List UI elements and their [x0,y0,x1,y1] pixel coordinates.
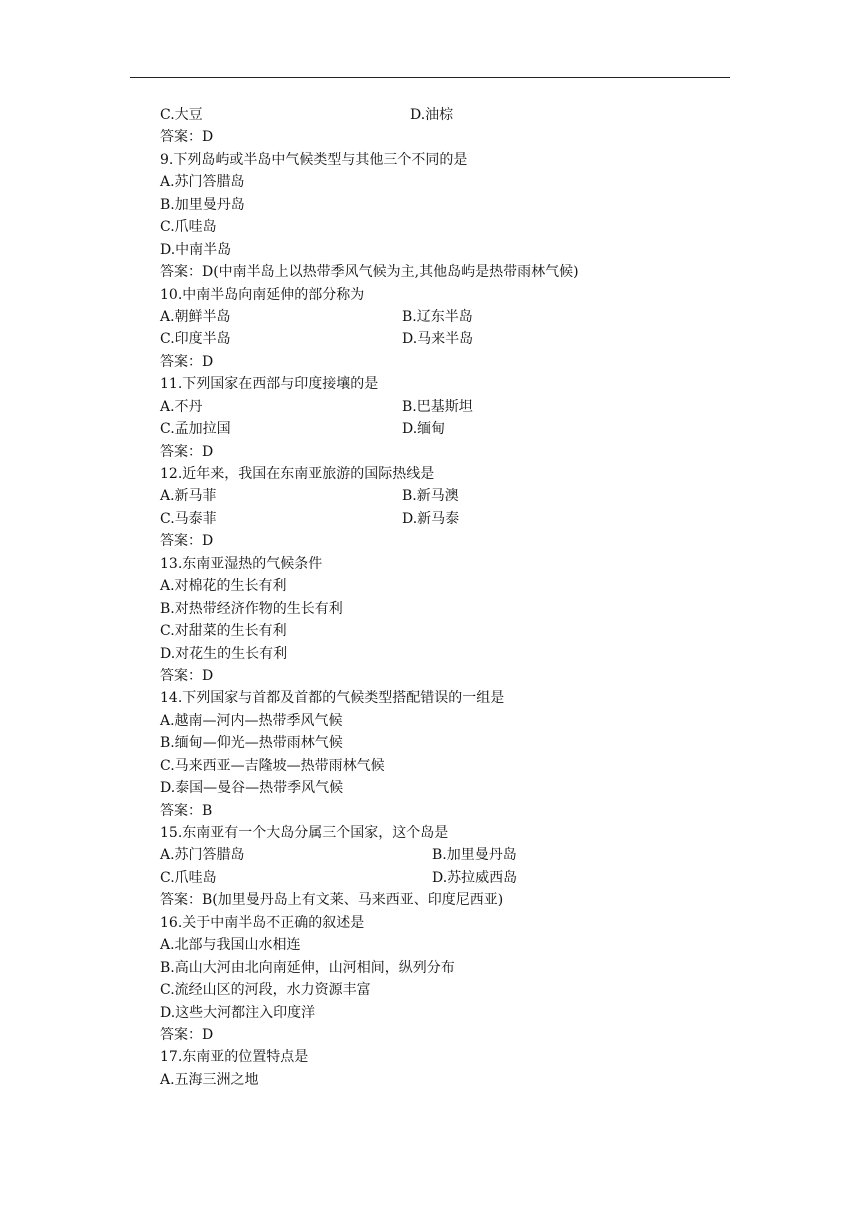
line-text: 答案：D(中南半岛上以热带季风气候为主,其他岛屿是热带雨林气候) [160,264,579,281]
line-text: A.苏门答腊岛 [160,847,245,864]
line-option-right: D.苏拉威西岛 [432,869,518,886]
line-text: A.越南—河内—热带季风气候 [160,712,343,729]
text-line [160,239,760,261]
line-text: 答案：D [160,667,214,684]
line-text: C.对甜菜的生长有利 [160,623,287,640]
line-option-right: B.新马澳 [402,488,459,505]
text-line [160,441,760,463]
text-line [160,867,760,889]
document-body [160,104,760,1091]
text-line [160,598,760,620]
line-option-right: B.巴基斯坦 [402,398,473,415]
line-text: C.孟加拉国 [160,421,231,438]
line-option-right: B.辽东半岛 [402,308,473,325]
text-line [160,261,760,283]
text-line [160,1069,760,1091]
text-line [160,957,760,979]
text-line [160,979,760,1001]
line-text: 答案：D [160,129,214,146]
text-line [160,889,760,911]
text-line [160,822,760,844]
text-line [160,351,760,373]
line-text: D.中南半岛 [160,241,232,258]
line-text: A.对棉花的生长有利 [160,578,287,595]
text-line [160,710,760,732]
line-text: C.印度半岛 [160,331,231,348]
line-option-right: B.加里曼丹岛 [432,847,517,864]
text-line [160,1024,760,1046]
line-text: A.新马菲 [160,488,217,505]
text-line [160,643,760,665]
line-text: D.这些大河都注入印度洋 [160,1004,316,1021]
text-line [160,844,760,866]
text-line [160,1002,760,1024]
line-text: 答案：D [160,443,214,460]
line-text: 17.东南亚的位置特点是 [160,1049,309,1066]
line-text: 16.关于中南半岛不正确的叙述是 [160,914,365,931]
text-line [160,126,760,148]
line-text: C.大豆 [160,107,203,123]
text-line [160,777,760,799]
line-text: B.缅甸—仰光—热带雨林气候 [160,735,343,752]
line-text: 15.东南亚有一个大岛分属三个国家，这个岛是 [160,825,449,841]
line-text: A.不丹 [160,398,203,415]
text-line [160,463,760,485]
line-text: B.对热带经济作物的生长有利 [160,600,343,617]
text-line [160,306,760,328]
text-line [160,373,760,395]
text-line [160,194,760,216]
text-line [160,328,760,350]
text-line [160,800,760,822]
text-line [160,732,760,754]
line-text: C.爪哇岛 [160,869,217,886]
line-text: 11.下列国家在西部与印度接壤的是 [160,376,379,393]
line-text: 14.下列国家与首都及首都的气候类型搭配错误的一组是 [160,690,505,707]
line-text: 10.中南半岛向南延伸的部分称为 [160,286,365,303]
line-option-right: D.马来半岛 [402,331,474,348]
text-line [160,485,760,507]
line-text: C.爪哇岛 [160,219,217,236]
line-text: A.苏门答腊岛 [160,174,245,191]
line-text: A.朝鲜半岛 [160,308,231,325]
text-line [160,104,760,126]
line-option-right: D.新马泰 [402,510,460,527]
text-line [160,575,760,597]
line-text: C.马来西亚—吉隆坡—热带雨林气候 [160,757,385,774]
text-line [160,508,760,530]
line-text: 答案：B(加里曼丹岛上有文莱、马来西亚、印度尼西亚) [160,892,504,909]
line-text: 答案：D [160,533,214,550]
text-line [160,912,760,934]
line-text: 答案：B [160,802,213,819]
text-line [160,396,760,418]
line-text: B.加里曼丹岛 [160,196,245,213]
text-line [160,418,760,440]
line-text: C.流经山区的河段，水力资源丰富 [160,982,371,999]
line-text: 12.近年来，我国在东南亚旅游的国际热线是 [160,466,435,482]
line-option-right: D.缅甸 [402,421,446,438]
text-line [160,216,760,238]
line-text: C.马泰菲 [160,510,217,527]
line-text: D.泰国—曼谷—热带季风气候 [160,780,344,797]
text-line [160,284,760,306]
header-rule [130,77,730,78]
text-line [160,687,760,709]
text-line [160,553,760,575]
text-line [160,665,760,687]
line-option-right: D.油棕 [410,107,454,123]
line-text: D.对花生的生长有利 [160,645,288,662]
text-line [160,1046,760,1068]
line-text: B.高山大河由北向南延伸，山河相间，纵列分布 [160,959,455,976]
text-line [160,149,760,171]
line-text: A.五海三洲之地 [160,1071,259,1088]
text-line [160,620,760,642]
line-text: 答案：D [160,353,214,370]
line-text: 9.下列岛屿或半岛中气候类型与其他三个不同的是 [160,151,468,168]
line-text: 13.东南亚湿热的气候条件 [160,555,323,572]
text-line [160,171,760,193]
text-line [160,755,760,777]
line-text: A.北部与我国山水相连 [160,937,301,954]
text-line [160,530,760,552]
line-text: 答案：D [160,1026,214,1043]
text-line [160,934,760,956]
